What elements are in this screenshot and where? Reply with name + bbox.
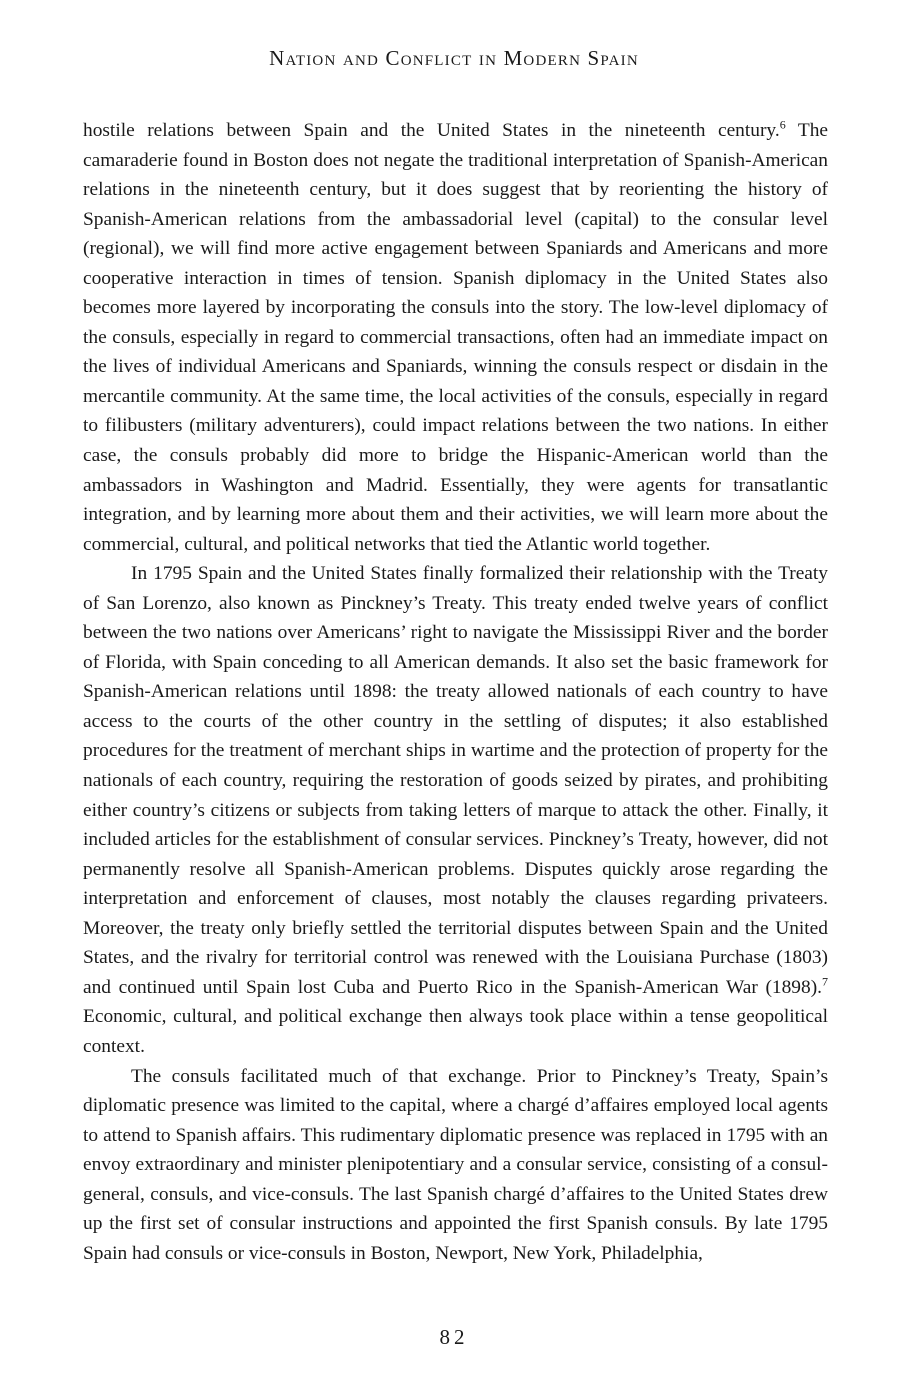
paragraph-consuls [83,1062,828,1269]
paragraph-text: In 1795 Spain and the United States finally formalized their relationship with the Treaty of San Lorenzo, also known as Pinckney’s Treaty. This treaty ended twelve years of conflict between the two nations over Americans’ right to navigate the Mississippi River and the border of Florida, with Spain conceding to all American demands. It also set the basic framework for Spanish-American relations until 1898: the treaty allowed nationals of each country to have access to the courts of the other country in the settling of disputes; it also established procedures for the treatment of merchant ships in wartime and the protection of property for the nationals of each country, requiring the restoration of goods seized by pirates, and prohibiting either country’s citizens or subjects from taking letters of marque to attack the other. Finally, it included articles for the establishment of consular services. Pinckney’s Treaty, however, did not permanently resolve all Spanish-American problems. Disputes quickly arose regarding the interpretation and enforcement of clauses, most notably the clauses regarding privateers. Moreover, the treaty only briefly settled the territorial disputes between Spain and the United States, and the rivalry for territorial control was renewed with the Louisiana Purchase (1803) and continued until Spain lost Cuba and Puerto Rico in the Spanish-American War (1898). [83,563,828,998]
page-number: 82 [439,1325,469,1349]
footnote-ref-6[interactable]: 6 [779,117,786,132]
paragraph-pinckney-treaty [83,559,828,1061]
footnote-ref-7[interactable]: 7 [822,974,828,989]
paragraph-text: hostile relations between Spain and the United States in the nineteenth century. [83,120,780,141]
paragraph-text: The camaraderie found in Boston does not negate the traditional interpretation of Spanish-American relations in the nineteenth century, but it does suggest that by reorienting the history of Spanish-American relations from the ambassadorial level (capital) to the consular level (regional), we will find more active engagement between Spaniards and Americans and more cooperative interaction in times of tension. Spanish diplomacy in the United States also becomes more layered by incorporating the consuls into the story. The low-level diplomacy of the consuls, especially in regard to commercial transactions, often had an immediate impact on the lives of individual Americans and Spaniards, winning the consuls respect or disdain in the mercantile community. At the same time, the local activities of the consuls, especially in regard to filibusters (military adventurers), could impact relations between the two nations. In either case, the consuls probably did more to bridge the Hispanic-American world than the ambassadors in Washington and Madrid. Essentially, they were agents for transatlantic integration, and by learning more about them and their activities, we will learn more about the commercial, cultural, and political networks that tied the Atlantic world together. [83,120,828,555]
body-text [83,116,828,1268]
paragraph-text: Economic, cultural, and political exchange then always took place within a tense geopolitical context. [83,1006,828,1057]
paragraph-text: The consuls facilitated much of that exchange. Prior to Pinckney’s Treaty, Spain’s diplomatic presence was limited to the capital, where a chargé d’affaires employed local agents to attend to Spanish affairs. This rudimentary diplomatic presence was replaced in 1795 with an envoy extraordinary and minister plenipotentiary and a consular service, consisting of a consul-general, consuls, and vice-consuls. The last Spanish chargé d’affaires to the United States drew up the first set of consular instructions and appointed the first Spanish consuls. By late 1795 Spain had consuls or vice-consuls in Boston, Newport, New York, Philadelphia, [83,1065,828,1264]
paragraph-continuation [83,116,828,559]
running-head: Nation and Conflict in Modern Spain [269,46,639,70]
